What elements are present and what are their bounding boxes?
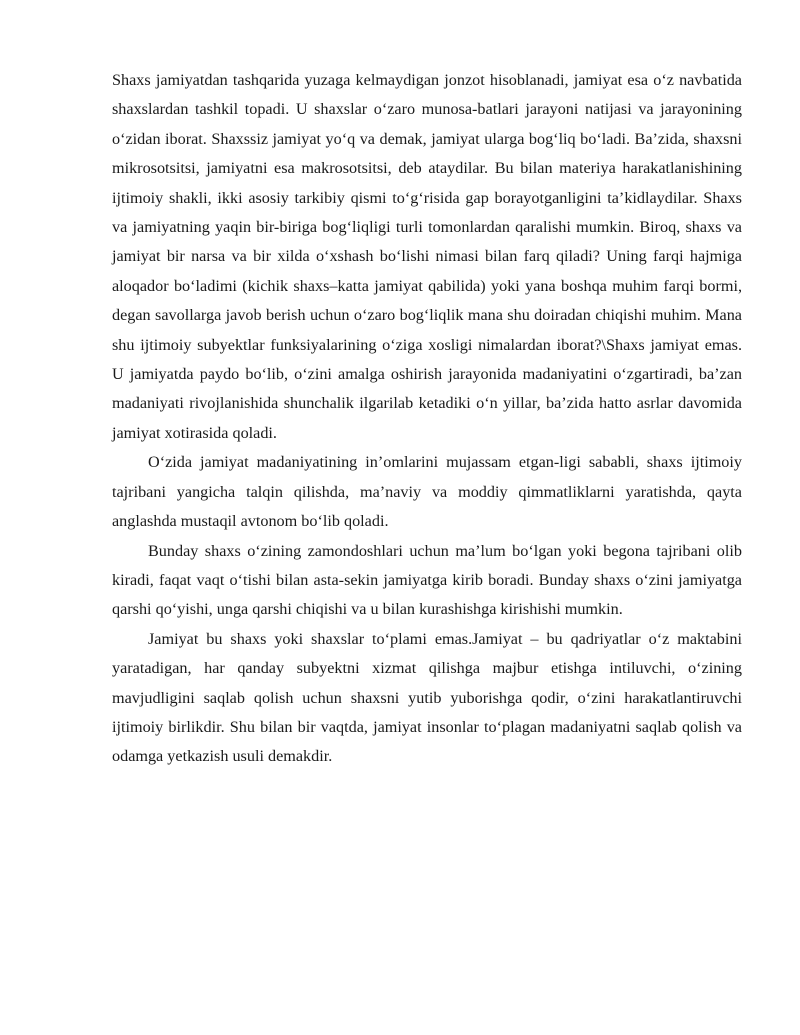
paragraph-3: Bunday shaxs o‘zining zamondoshlari uchun ma’lum bo‘lgan yoki begona tajribani olib kiradi, faqat vaqt o‘tishi bilan asta-sekin jamiyatga kirib boradi. Bunday shaxs o‘zini jamiyatga qarshi qo‘yishi, unga qarshi chiqishi va u bilan kurashishga kirishishi mumkin. [112, 541, 742, 619]
document-page [112, 66, 742, 772]
paragraph-4: Jamiyat bu shaxs yoki shaxslar to‘plami emas.Jamiyat – bu qadriyatlar o‘z maktabini yaratadigan, har qanday subyektni xizmat qilishga majbur etishga intiluvchi, o‘zining mavjudligini saqlab qolish uchun shaxsni yutib yuborishga qodir, o‘zini harakatlantiruvchi ijtimoiy birlikdir. Shu bilan bir vaqtda, jamiyat insonlar to‘plagan madaniyatni saqlab qolish va odamga yetkazish usuli demakdir. [112, 629, 742, 766]
paragraph-2: O‘zida jamiyat madaniyatining in’omlarini mujassam etgan-ligi sababli, shaxs ijtimoiy tajribani yangicha talqin qilishda, ma’naviy va moddiy qimmatliklarni yaratishda, qayta anglashda mustaqil avtonom bo‘lib qoladi. [112, 453, 742, 531]
paragraph-1: Shaxs jamiyatdan tashqarida yuzaga kelmaydigan jonzot hisoblanadi, jamiyat esa o‘z navbatida shaxslardan tashkil topadi. U shaxslar o‘zaro munosa-batlari jarayoni natijasi va jarayonining o‘zidan iborat. Shaxssiz jamiyat yo‘q va demak, jamiyat ularga bog‘liq bo‘ladi. Ba’zida, shaxsni mikrosotsitsi, jamiyatni esa makrosotsitsi, deb ataydilar. Bu bilan materiya harakatlanishining ijtimoiy shakli, ikki asosiy tarkibiy qismi to‘g‘risida gap borayotganligini ta’kidlaydilar. Shaxs va jamiyatning yaqin bir-biriga bog‘liqligi turli tomonlardan qaralishi mumkin. Biroq, shaxs va jamiyat bir narsa va bir xilda o‘xshash bo‘lishi nimasi bilan farq qiladi? Uning farqi hajmiga aloqador bo‘ladimi (kichik shaxs–katta jamiyat qabilida) yoki yana boshqa muhim farqi bormi, degan savollarga javob berish uchun o‘zaro bog‘liqlik mana shu doiradan chiqishi muhim. Mana shu ijtimoiy subyektlar funksiyalarining o‘ziga xosligi nimalardan iborat?\Shaxs jamiyat emas. U jamiyatda paydo bo‘lib, o‘zini amalga oshirish jarayonida madaniyatini o‘zgartiradi, ba’zan madaniyati rivojlanishida shunchalik ilgarilab ketadiki o‘n yillar, ba’zida hatto asrlar davomida jamiyat xotirasida qoladi. [112, 71, 742, 442]
